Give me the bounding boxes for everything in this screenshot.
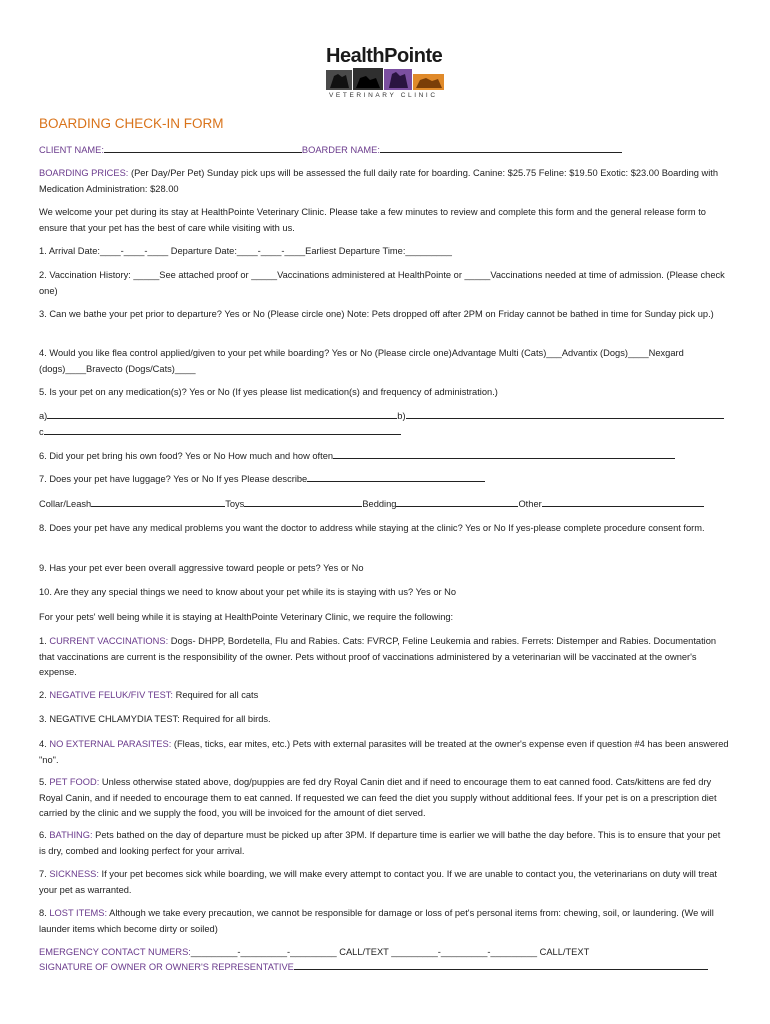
item-number: 2. — [39, 690, 47, 700]
client-boarder-line — [39, 143, 729, 159]
item-text: Pets bathed on the day of departure must be picked up after 3PM. If departure time is earlier we will bathe the day before. This is to ensure that your pet is dry, combed and looking perfect for your arrival. — [39, 830, 721, 856]
prices-label: BOARDING PRICES: — [39, 168, 129, 178]
food-field[interactable] — [333, 449, 675, 459]
luggage-items — [39, 497, 729, 513]
item-label: NO EXTERNAL PARASITES: — [49, 739, 172, 749]
pets-silhouette-icon — [326, 68, 444, 90]
question-flea: 4. Would you like flea control applied/given to your pet while boarding? Yes or No (Please circle one)Advantage Multi (Cats)___Advantix (Dogs)____Nexgard (dogs)____Bravecto (Dogs/Cats)____ — [39, 348, 684, 374]
item-text: 3. NEGATIVE CHLAMYDIA TEST: Required for all birds. — [39, 714, 271, 724]
emergency-contact — [39, 945, 729, 961]
requirement-lost-items — [39, 906, 729, 937]
question-medical: 8. Does your pet have any medical problems you want the doctor to address while staying at the clinic? Yes or No If yes-please complete procedure consent form. — [39, 523, 705, 533]
clinic-logo — [326, 46, 444, 102]
med-c-label: c — [39, 426, 44, 437]
q7-text: 7. Does your pet have luggage? Yes or No If yes Please describe — [39, 474, 308, 484]
medication-lines — [39, 409, 729, 440]
emergency-fields[interactable]: _________-_________-_________ CALL/TEXT _________-_________-_________ CALL/TEXT — [190, 947, 590, 957]
question-luggage — [39, 472, 729, 488]
boarder-name-field[interactable] — [380, 143, 622, 153]
boarder-name-label: BOARDER NAME: — [301, 145, 380, 155]
item-label: PET FOOD: — [49, 777, 100, 787]
signature-label: SIGNATURE OF OWNER OR OWNER'S REPRESENTATIVE — [39, 962, 294, 972]
collar-field[interactable] — [91, 497, 225, 507]
requirement-chlamydia — [39, 712, 729, 728]
question-aggressive: 9. Has your pet ever been overall aggressive toward people or pets? Yes or No — [39, 563, 364, 573]
item-text: If your pet becomes sick while boarding, we will make every attempt to contact you. If we are unable to contact you, the veterinarians on duty will treat your pet as warranted. — [39, 869, 718, 895]
item-text: Unless otherwise stated above, dog/puppies are fed dry Royal Canin diet and if need to encourage them to eat canned food. Cats/kittens are fed dry Royal Canin, and if needed to encourage them to eat canned. If requested we can feed the diet you supply without additional fees. If your pet is on a prescription diet carried by the clinic and we supply the food, you will be invoiced for the amount of diet served. — [39, 777, 717, 818]
prices-text: (Per Day/Per Pet) Sunday pick ups will be assessed the full daily rate for boarding. Canine: $25.75 Feline: $19.50 Exotic: $23.00 Boarding with Medication Administration: $28.00 — [39, 168, 719, 194]
question-food — [39, 449, 729, 465]
logo-subtitle: VETERINARY CLINIC — [329, 92, 438, 99]
q6-text: 6. Did your pet bring his own food? Yes or No How much and how often — [39, 451, 334, 461]
collar-label: Collar/Leash — [39, 499, 92, 509]
other-label: Other — [518, 499, 542, 509]
intro-paragraph: We welcome your pet during its stay at HealthPointe Veterinary Clinic. Please take a few minutes to review and complete this form and the general release form to ensure that your pet has the best of care while visiting with us. — [39, 207, 706, 233]
question-vaccination: 2. Vaccination History: _____See attached proof or _____Vaccinations administered at HealthPointe or _____Vaccinations needed at time of admission. (Please check one) — [39, 270, 725, 296]
client-name-label: CLIENT NAME: — [39, 145, 104, 155]
med-a-field[interactable] — [47, 409, 397, 419]
requirements-intro: For your pets' well being while it is staying at HealthPointe Veterinary Clinic, we require the following: — [39, 612, 454, 622]
med-a-label: a) — [39, 411, 48, 421]
bedding-field[interactable] — [396, 497, 518, 507]
requirement-vaccinations — [39, 634, 729, 681]
boarding-prices — [39, 166, 729, 197]
item-text: Although we take every precaution, we cannot be responsible for damage or loss of pet's personal items from: chewing, soil, or laundering. (We will launder items which become dirty or soiled) — [39, 908, 714, 934]
item-number: 4. — [39, 739, 47, 749]
requirement-feluk — [39, 688, 729, 704]
item-number: 1. — [39, 636, 47, 646]
item-label: CURRENT VACCINATIONS: — [49, 636, 169, 646]
requirement-bathing — [39, 828, 729, 859]
item-text: (Fleas, ticks, ear mites, etc.) Pets with external parasites will be treated at the owner's expense even if question #4 has been answered "no". — [39, 739, 729, 765]
item-number: 7. — [39, 869, 47, 879]
item-label: SICKNESS: — [49, 869, 99, 879]
emergency-label: EMERGENCY CONTACT NUMERS: — [39, 947, 191, 957]
question-bathe: 3. Can we bathe your pet prior to departure? Yes or No (Please circle one) Note: Pets dropped off after 2PM on Friday cannot be bathed in time for Sunday pick up.) — [39, 309, 714, 319]
signature-field[interactable] — [294, 960, 708, 970]
question-arrival: 1. Arrival Date:____-____-____ Departure Date:____-____-____Earliest Departure Time:_________ — [39, 246, 452, 256]
med-b-label: b) — [397, 411, 406, 421]
toys-field[interactable] — [244, 497, 362, 507]
other-field[interactable] — [542, 497, 704, 507]
client-name-field[interactable] — [104, 143, 302, 153]
med-b-field[interactable] — [406, 409, 724, 419]
med-c-field[interactable] — [44, 425, 401, 435]
logo-title: HealthPointe — [326, 45, 443, 67]
luggage-describe-field[interactable] — [307, 472, 485, 482]
item-number: 5. — [39, 777, 47, 787]
bedding-label: Bedding — [362, 499, 397, 509]
item-label: LOST ITEMS: — [49, 908, 108, 918]
item-text: Dogs- DHPP, Bordetella, Flu and Rabies. Cats: FVRCP, Feline Leukemia and rabies. Ferrets: Distemper and Rabies. Documentation that vaccinations are current is the responsibility of the owner. Pets without proof of vaccinations administered by a veterinarian will be vaccinated at the owner's expense. — [39, 636, 717, 677]
requirement-parasites — [39, 737, 729, 768]
requirement-food — [39, 775, 729, 822]
signature-line — [39, 960, 729, 976]
item-text: Required for all cats — [173, 690, 259, 700]
form-title: BOARDING CHECK-IN FORM — [39, 116, 224, 131]
question-special: 10. Are they any special things we need to know about your pet while its is staying with us? Yes or No — [39, 587, 457, 597]
item-number: 6. — [39, 830, 47, 840]
question-medication: 5. Is your pet on any medication(s)? Yes or No (If yes please list medication(s) and frequency of administration.) — [39, 387, 498, 397]
item-label: NEGATIVE FELUK/FIV TEST: — [49, 690, 174, 700]
item-label: BATHING: — [49, 830, 93, 840]
item-number: 8. — [39, 908, 47, 918]
toys-label: Toys — [225, 499, 245, 509]
requirement-sickness — [39, 867, 729, 898]
